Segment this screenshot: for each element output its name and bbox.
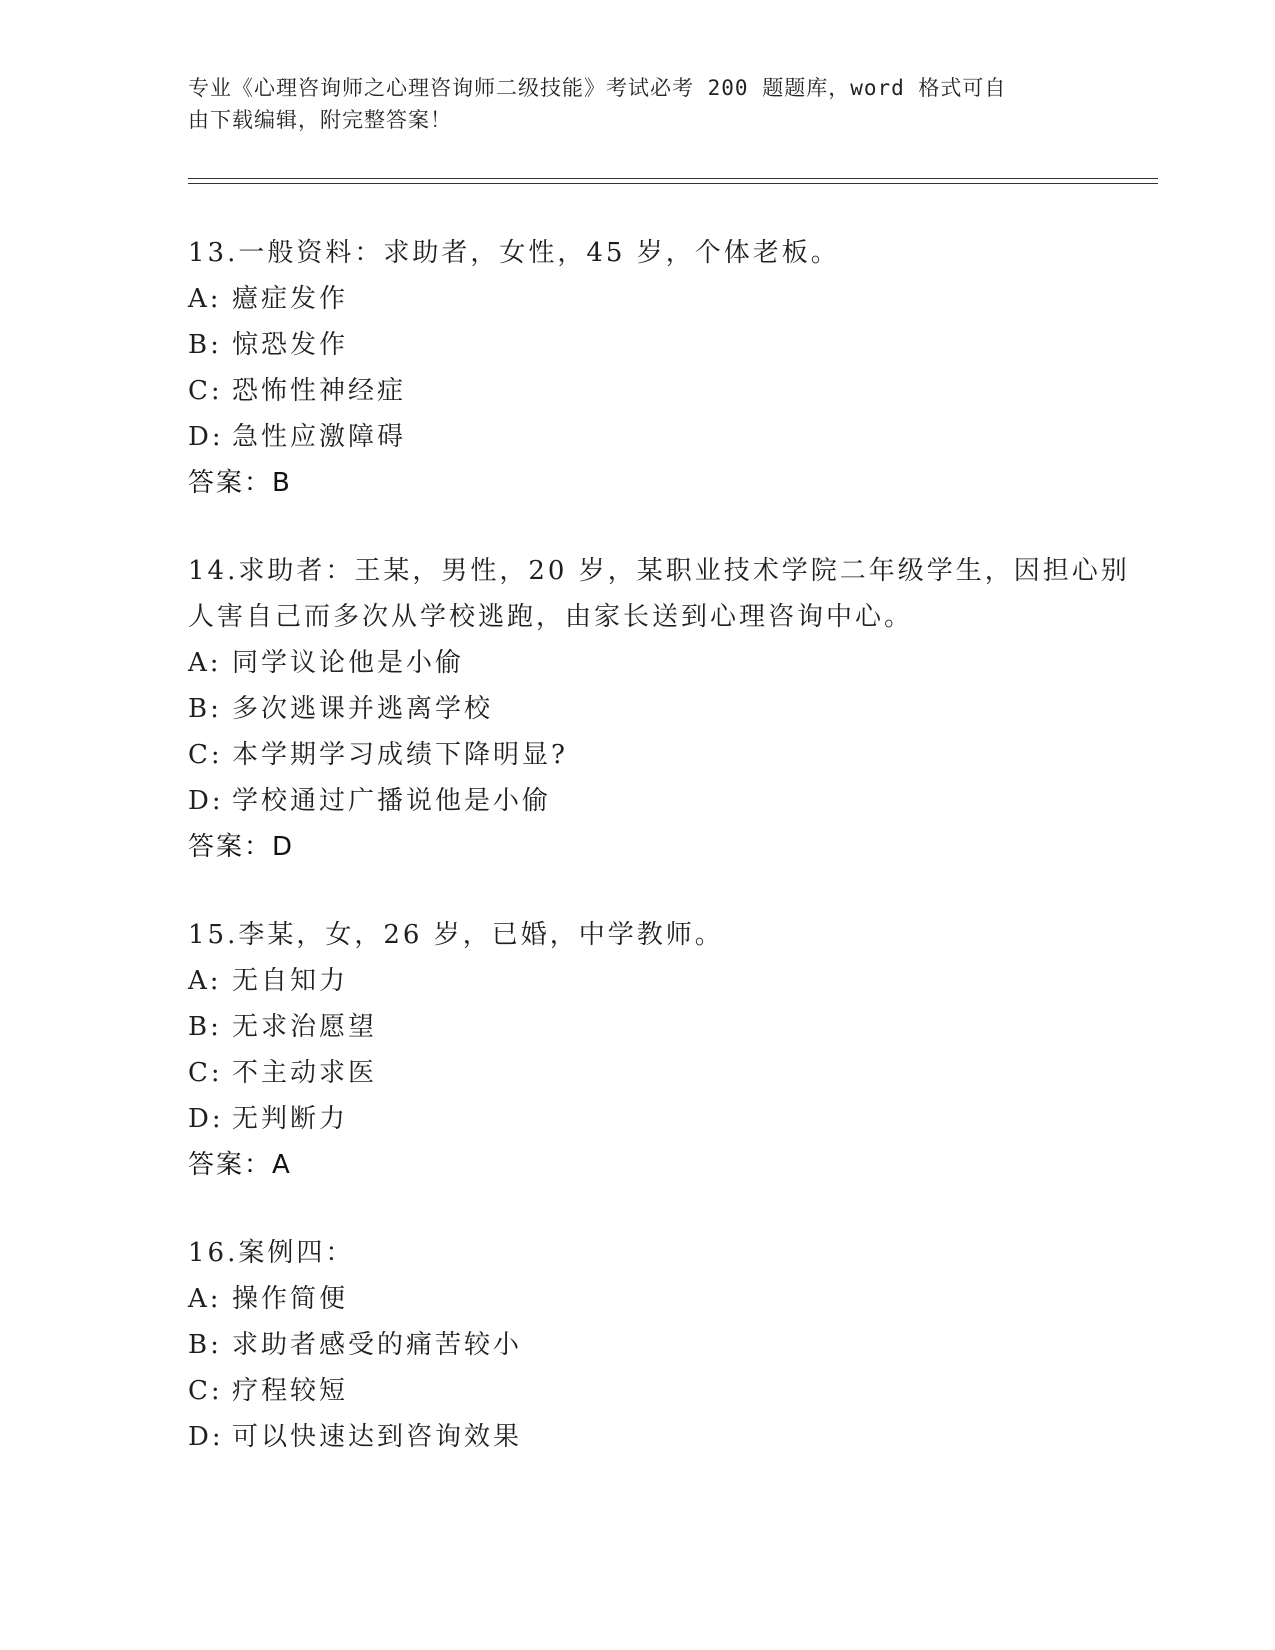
option-text: 操作简便 (232, 1284, 349, 1314)
option-letter: C: (188, 1376, 223, 1406)
option-text: 本学期学习成绩下降明显? (232, 740, 568, 770)
option-a (188, 276, 1138, 322)
option-text: 多次逃课并逃离学校 (232, 694, 494, 724)
option-text: 恐怖性神经症 (232, 376, 407, 406)
option-d (188, 414, 1138, 460)
option-text: 惊恐发作 (232, 330, 349, 360)
option-a (188, 958, 1138, 1004)
option-b (188, 686, 1138, 732)
option-d (188, 778, 1138, 824)
question-13 (188, 230, 1138, 506)
question-text: 14.求助者：王某，男性，20 岁，某职业技术学院二年级学生，因担心别人害自己而多次从学校逃跑，由家长送到心理咨询中心。 (188, 556, 1130, 632)
option-letter: A: (188, 284, 222, 314)
option-letter: D: (188, 786, 224, 816)
option-letter: D: (188, 422, 224, 452)
option-letter: B: (188, 330, 222, 360)
option-b (188, 1322, 1138, 1368)
question-text: 13.一般资料：求助者，女性，45 岁，个体老板。 (188, 238, 840, 268)
option-b (188, 1004, 1138, 1050)
option-text: 急性应激障碍 (232, 422, 407, 452)
answer-line: 答案：D (188, 832, 295, 862)
option-text: 疗程较短 (232, 1376, 349, 1406)
document-header (188, 72, 1088, 136)
option-letter: A: (188, 966, 222, 996)
option-a (188, 640, 1138, 686)
option-a (188, 1276, 1138, 1322)
option-letter: C: (188, 740, 223, 770)
option-text: 学校通过广播说他是小偷 (232, 786, 552, 816)
question-15 (188, 912, 1138, 1188)
option-text: 癔症发作 (232, 284, 349, 314)
option-letter: B: (188, 1330, 222, 1360)
option-text: 可以快速达到咨询效果 (232, 1422, 523, 1452)
header-divider-bottom (188, 183, 1158, 184)
header-line-2: 由下载编辑，附完整答案！ (188, 108, 452, 132)
option-c (188, 1050, 1138, 1096)
question-14 (188, 548, 1138, 870)
answer-line: 答案：B (188, 468, 292, 498)
option-letter: B: (188, 694, 222, 724)
option-text: 同学议论他是小偷 (232, 648, 465, 678)
header-line-1: 专业《心理咨询师之心理咨询师二级技能》考试必考 200 题题库，word 格式可自 (188, 76, 1007, 100)
option-letter: A: (188, 648, 222, 678)
question-text: 15.李某，女，26 岁，已婚，中学教师。 (188, 920, 724, 950)
option-text: 不主动求医 (232, 1058, 378, 1088)
option-letter: D: (188, 1422, 224, 1452)
option-letter: C: (188, 1058, 223, 1088)
option-c (188, 732, 1138, 778)
option-b (188, 322, 1138, 368)
header-divider-top (188, 178, 1158, 179)
option-c (188, 1368, 1138, 1414)
question-list (188, 230, 1138, 1502)
answer-line: 答案：A (188, 1150, 292, 1180)
option-letter: B: (188, 1012, 222, 1042)
option-d (188, 1414, 1138, 1460)
option-letter: C: (188, 376, 223, 406)
option-c (188, 368, 1138, 414)
question-16 (188, 1230, 1138, 1460)
option-d (188, 1096, 1138, 1142)
option-text: 无求治愿望 (232, 1012, 378, 1042)
question-text: 16.案例四： (188, 1238, 355, 1268)
option-letter: D: (188, 1104, 224, 1134)
option-letter: A: (188, 1284, 222, 1314)
option-text: 求助者感受的痛苦较小 (232, 1330, 523, 1360)
option-text: 无自知力 (232, 966, 349, 996)
option-text: 无判断力 (232, 1104, 349, 1134)
